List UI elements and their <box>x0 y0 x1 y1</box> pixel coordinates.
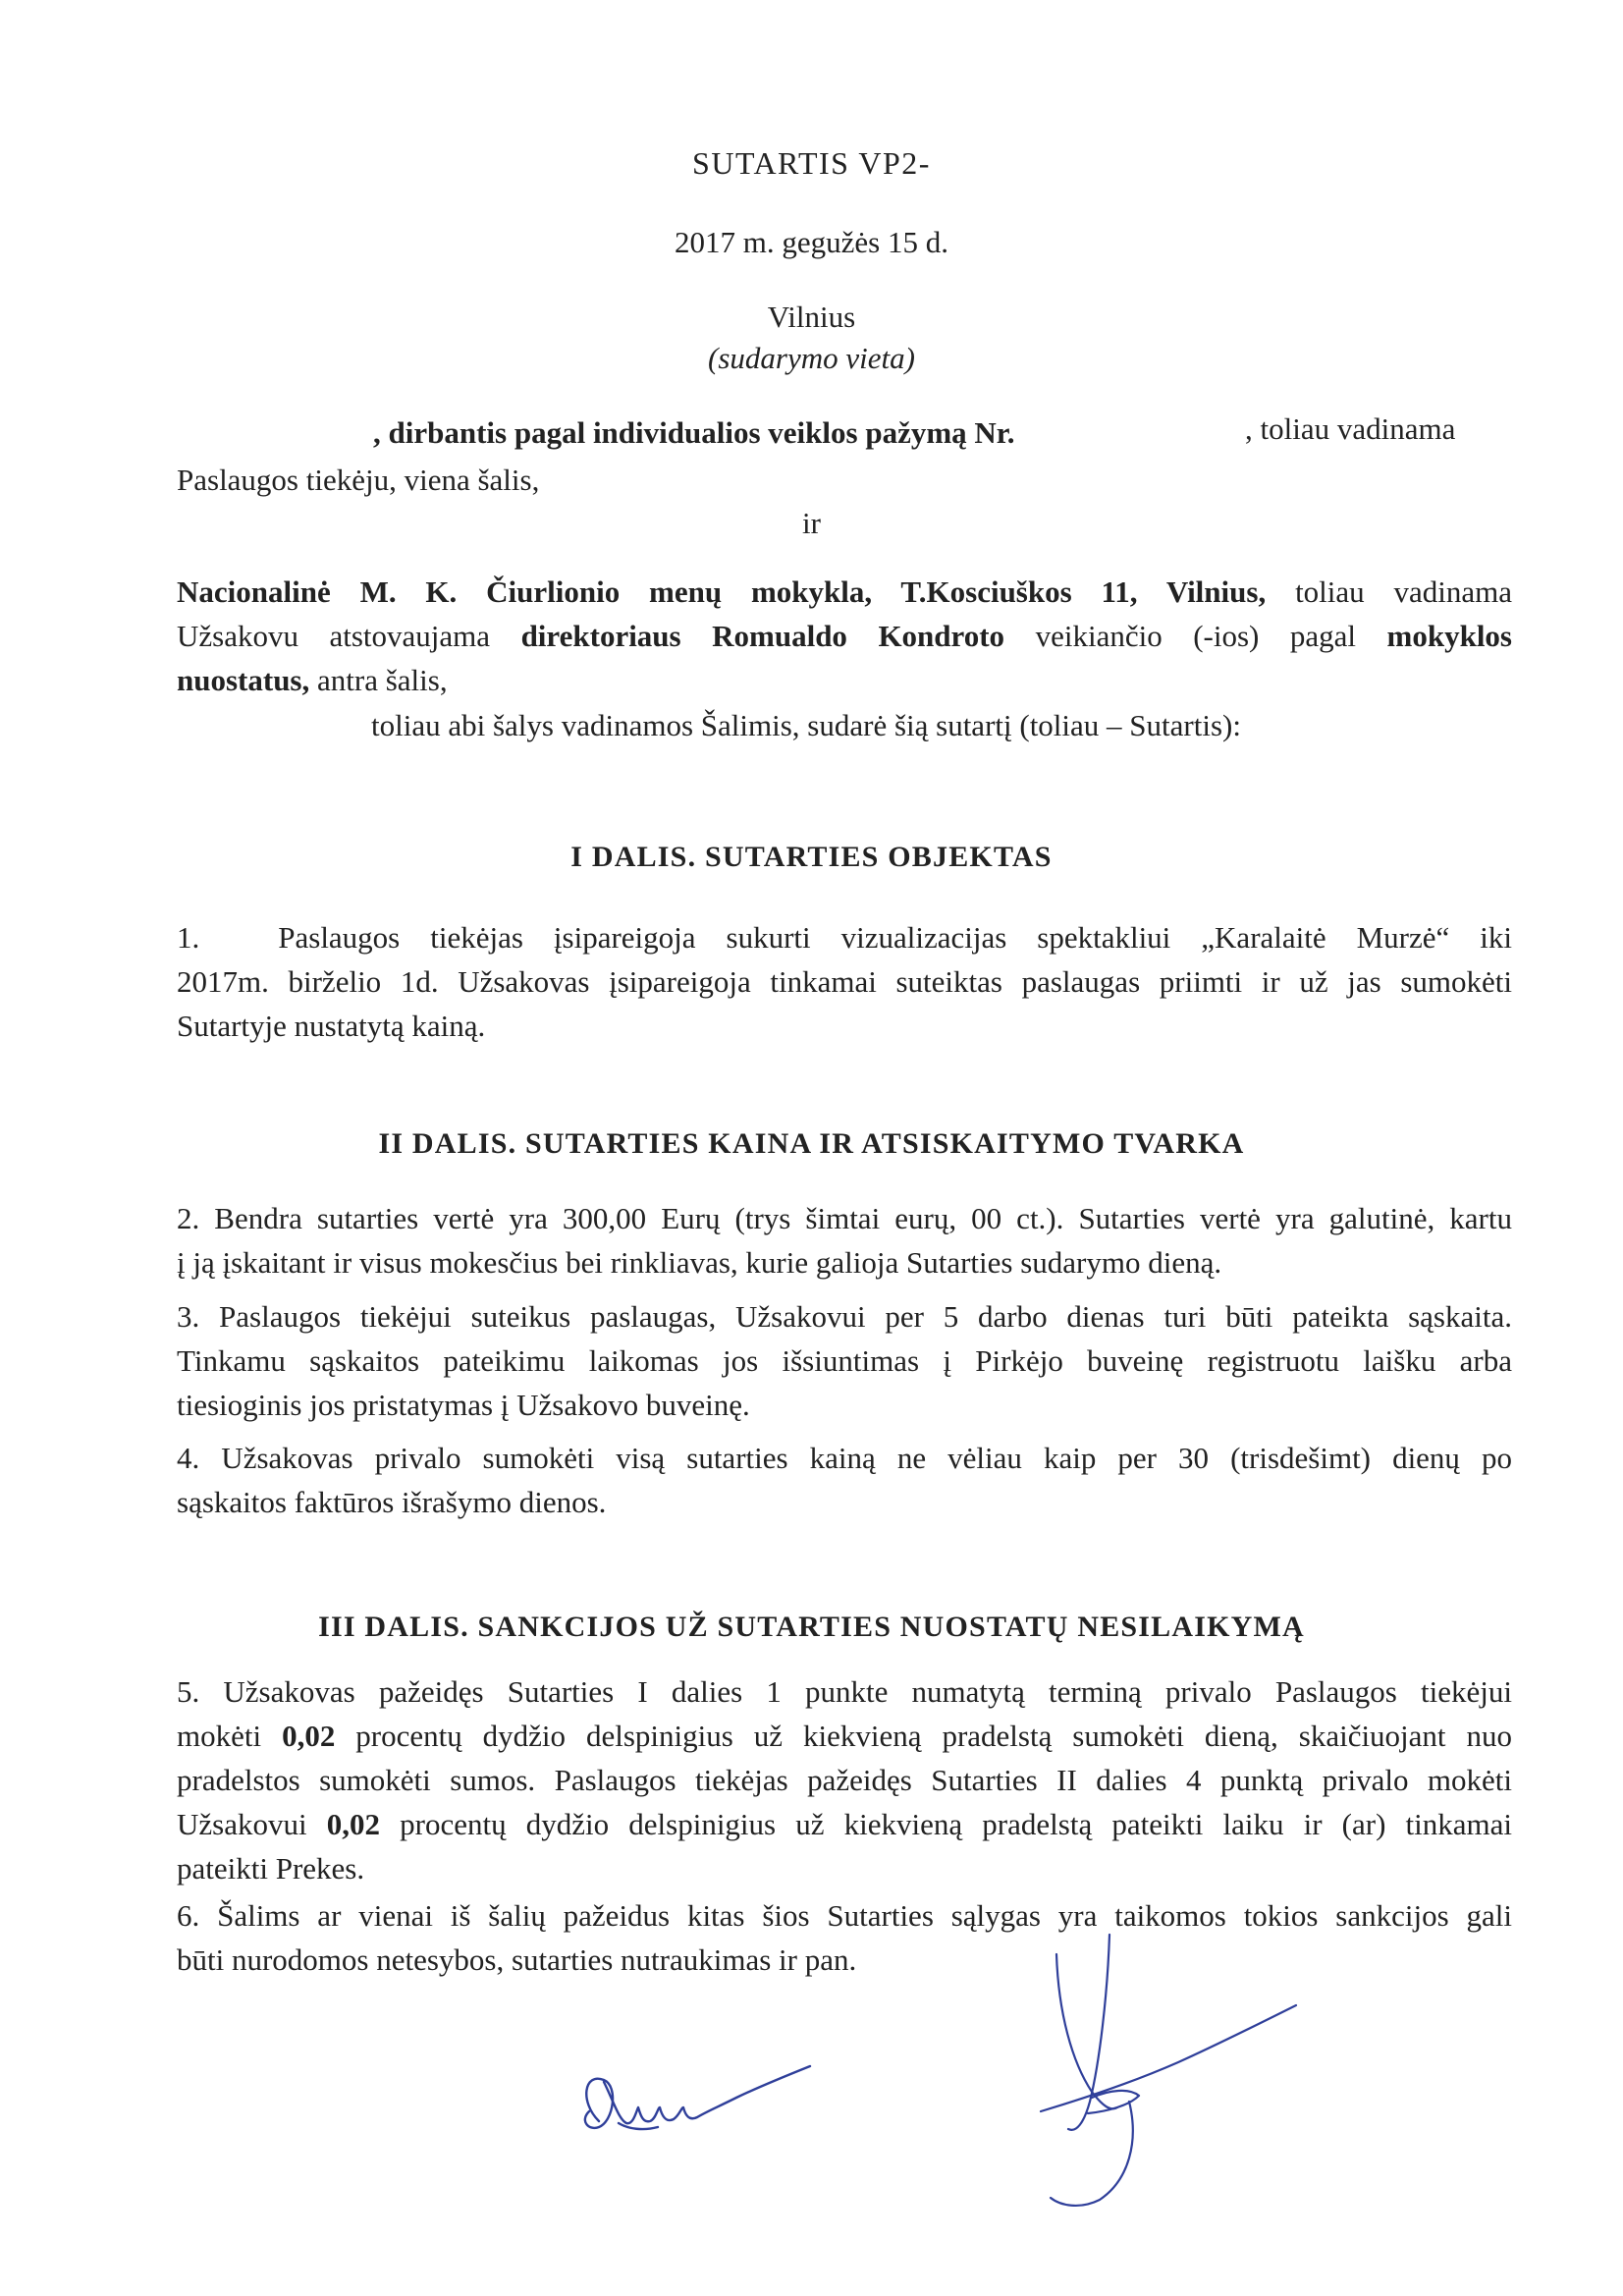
signature-right <box>982 1915 1306 2239</box>
p1-line-2: 2017m. birželio 1d. Užsakovas įsipareigoja tinkamai suteiktas paslaugas priimti ir už jas sumokėti <box>177 964 1512 999</box>
and-connector: ir <box>802 506 821 540</box>
paragraph-6 <box>177 1893 1512 1982</box>
document-place-note: (sudarymo vieta) <box>708 341 915 375</box>
client-block <box>177 570 1512 702</box>
p1-line-1 <box>177 915 1512 959</box>
client-second-party: antra šalis, <box>317 663 448 697</box>
client-basis-1: mokyklos <box>1386 619 1512 653</box>
p4-line-2: sąskaitos faktūros išrašymo dienos. <box>177 1485 607 1519</box>
p5-text-4: procentų dydžio delspinigius už kiekvieną pradelstą pateikti laiku ir (ar) tinkamai <box>400 1807 1513 1841</box>
signature-left <box>560 2043 835 2160</box>
document-date: 2017 m. gegužės 15 d. <box>675 225 948 259</box>
client-line-2 <box>177 614 1512 658</box>
p5-percent-1: 0,02 <box>282 1719 336 1753</box>
client-referred: toliau vadinama <box>1295 574 1513 609</box>
p5-percent-2: 0,02 <box>326 1807 380 1841</box>
provider-referred: , toliau vadinama <box>1245 411 1456 446</box>
p2-line-2: į ją įskaitant ir visus mokesčius bei rinkliavas, kurie galioja Sutarties sudarymo dieną. <box>177 1245 1222 1280</box>
p6-line-1: 6. Šalims ar vienai iš šalių pažeidus kitas šios Sutarties sąlygas yra taikomos tokios sankcijos gali <box>177 1898 1512 1933</box>
client-director: direktoriaus Romualdo Kondroto <box>520 619 1005 653</box>
client-acting: veikiančio (-ios) pagal <box>1035 619 1356 653</box>
p3-line-1: 3. Paslaugos tiekėjui suteikus paslaugas, Užsakovui per 5 darbo dienas turi būti pateikta sąskaita. <box>177 1299 1512 1334</box>
client-represented: Užsakovu atstovaujama <box>177 619 491 653</box>
client-name: Nacionalinė M. K. Čiurlionio menų mokykla, T.Kosciuškos 11, Vilnius, <box>177 574 1267 609</box>
p3-line-2: Tinkamu sąskaitos pateikimu laikomas jos išsiuntimas į Pirkėjo buveinę registruotu laišku arba <box>177 1343 1512 1378</box>
client-line-3 <box>177 658 1512 702</box>
paragraph-4 <box>177 1436 1512 1524</box>
p6-line-2: būti nurodomos netesybos, sutarties nutraukimas ir pan. <box>177 1942 857 1977</box>
document-place: Vilnius <box>767 300 856 334</box>
section-2-title: II DALIS. SUTARTIES KAINA IR ATSISKAITYMO TVARKA <box>378 1127 1245 1160</box>
p4-line-1: 4. Užsakovas privalo sumokėti visą sutarties kainą ne vėliau kaip per 30 (trisdešimt) dienų po <box>177 1441 1512 1475</box>
section-1-title: I DALIS. SUTARTIES OBJEKTAS <box>570 841 1053 873</box>
p5-line-3: pradelstos sumokėti sumos. Paslaugos tiekėjas pažeidęs Sutarties II dalies 4 punktą privalo mokėti <box>177 1763 1512 1797</box>
paragraph-1 <box>177 915 1512 1048</box>
document-title: SUTARTIS VP2- <box>692 145 931 181</box>
p5-line-1: 5. Užsakovas pažeidęs Sutarties I dalies 1 punkte numatytą terminą privalo Paslaugos tiekėjui <box>177 1674 1512 1709</box>
provider-line-2: Paslaugos tiekėju, viena šalis, <box>177 463 540 497</box>
client-basis-2: nuostatus, <box>177 663 310 697</box>
p2-line-1: 2. Bendra sutarties vertė yra 300,00 Eurų (trys šimtai eurų, 00 ct.). Sutarties vertė yra galutinė, kartu <box>177 1201 1512 1235</box>
section-3-title: III DALIS. SANKCIJOS UŽ SUTARTIES NUOSTATŲ NESILAIKYMĄ <box>318 1611 1305 1643</box>
p3-line-3: tiesioginis jos pristatymas į Užsakovo buveinę. <box>177 1388 750 1422</box>
p5-line-4 <box>177 1802 1512 1846</box>
p5-client: Užsakovui <box>177 1807 307 1841</box>
p5-pay: mokėti <box>177 1719 262 1753</box>
p1-number: 1. <box>177 920 200 955</box>
p5-line-2 <box>177 1714 1512 1758</box>
client-line-1 <box>177 570 1512 614</box>
paragraph-5 <box>177 1669 1512 1890</box>
provider-line-1 <box>373 410 1014 456</box>
p1-line-3: Sutartyje nustatytą kainą. <box>177 1009 486 1043</box>
paragraph-3 <box>177 1294 1512 1427</box>
p5-text-2: procentų dydžio delspinigius už kiekvieną pradelstą sumokėti dieną, skaičiuojant nuo <box>355 1719 1512 1753</box>
p5-line-5: pateikti Prekes. <box>177 1851 365 1886</box>
paragraph-2 <box>177 1196 1512 1285</box>
provider-cert-text: , dirbantis pagal individualios veiklos pažymą Nr. <box>373 415 1015 450</box>
both-parties-line: toliau abi šalys vadinamos Šalimis, sudarė šią sutartį (toliau – Sutartis): <box>371 708 1241 742</box>
p1-text-1: Paslaugos tiekėjas įsipareigoja sukurti vizualizacijas spektakliui „Karalaitė Murzė“ iki <box>278 920 1512 955</box>
